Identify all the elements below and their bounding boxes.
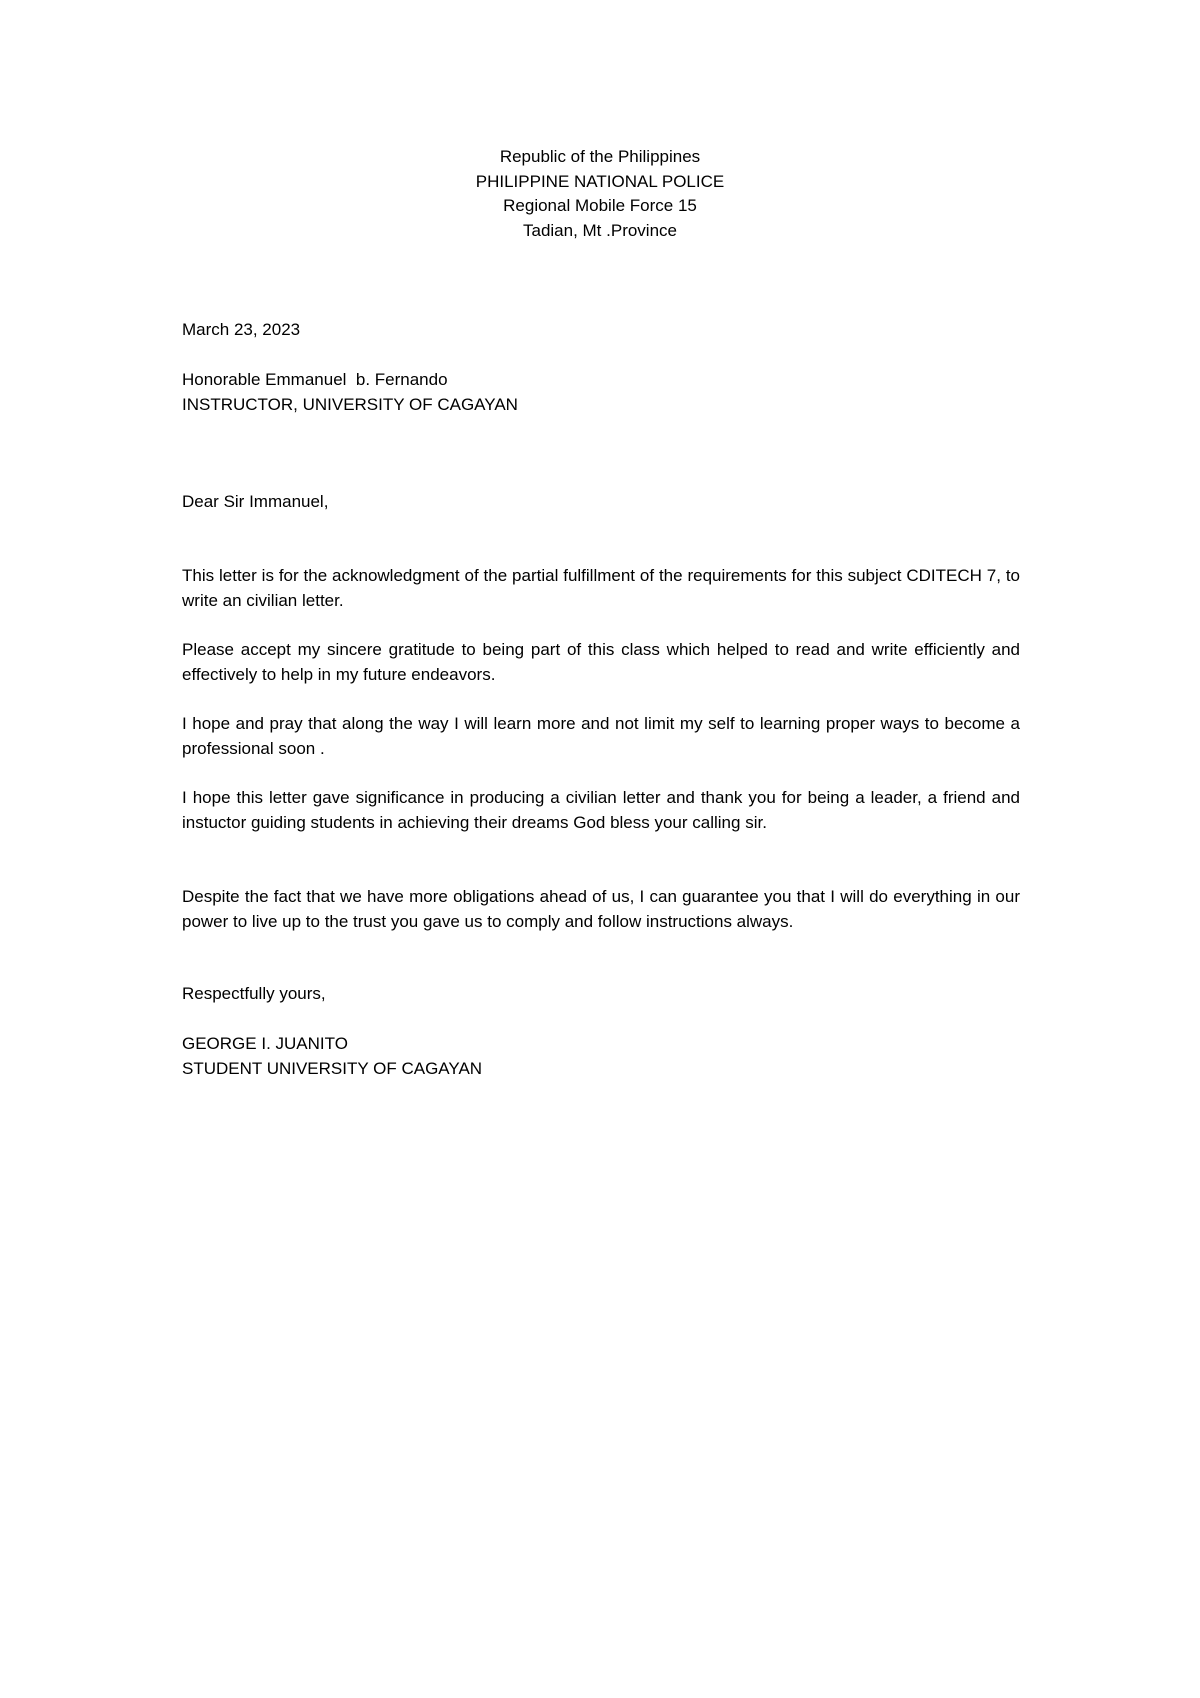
letterhead-republic: Republic of the Philippines [499, 147, 701, 166]
letterhead-agency: PHILIPPINE NATIONAL POLICE [475, 171, 725, 191]
closing-line: Respectfully yours, [182, 984, 326, 1003]
letter-date: March 23, 2023 [182, 320, 301, 339]
signatory-name: GEORGE I. JUANITO [182, 1034, 348, 1053]
letterhead-unit: Regional Mobile Force 15 [503, 196, 697, 215]
salutation: Dear Sir Immanuel, [182, 492, 329, 511]
signature-block [182, 1032, 1020, 1081]
body-paragraph-1: This letter is for the acknowledgment of the partial fulfillment of the requirements for this subject CDITECH 7, to write an civilian letter. [182, 566, 1020, 610]
letterhead-location: Tadian, Mt .Province [522, 220, 677, 240]
body-paragraph-5: Despite the fact that we have more obligations ahead of us, I can guarantee you that I will do everything in our power to live up to the trust you gave us to comply and follow instructions always. [182, 887, 1020, 931]
addressee-title: INSTRUCTOR, UNIVERSITY OF CAGAYAN [182, 394, 518, 414]
signatory-title: STUDENT UNIVERSITY OF CAGAYAN [182, 1058, 483, 1078]
body-paragraph-2: Please accept my sincere gratitude to being part of this class which helped to read and write efficiently and effectively to help in my future endeavors. [182, 640, 1020, 684]
body-paragraph-3: I hope and pray that along the way I will learn more and not limit my self to learning proper ways to become a professional soon . [182, 714, 1020, 758]
addressee-name: Honorable Emmanuel b. Fernando [182, 370, 448, 389]
letterhead [0, 145, 1200, 243]
addressee-block [182, 368, 1020, 417]
body-paragraph-4: I hope this letter gave significance in producing a civilian letter and thank you for being a leader, a friend and instuctor guiding students in achieving their dreams God bless your calling sir. [182, 788, 1020, 832]
